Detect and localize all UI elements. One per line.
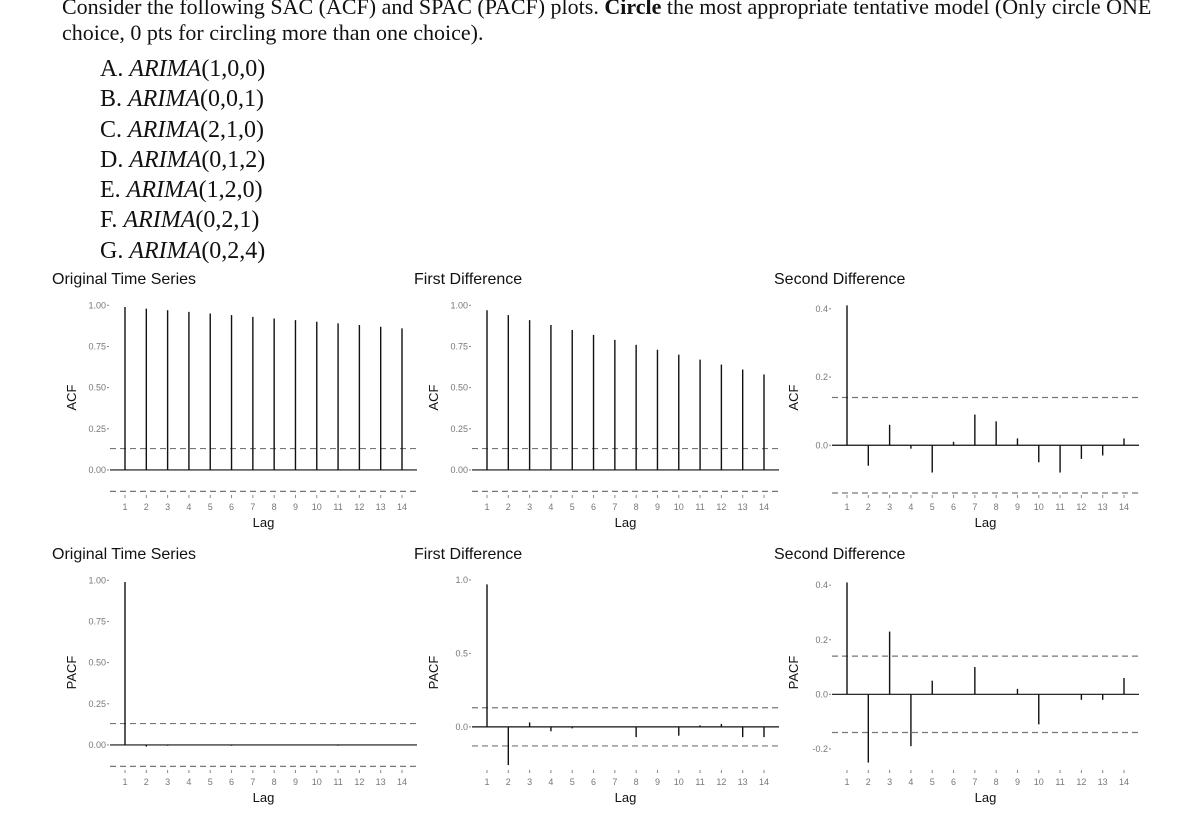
x-tick-label: 6 [229,502,235,512]
x-tick-label: 14 [1118,777,1130,787]
option-f[interactable] [100,205,265,235]
y-tick-label: 1.0 [455,574,468,585]
question-bold-word: Circle [604,0,662,19]
y-tick-label: 0.25 [88,423,106,434]
y-tick-label: 0.0 [455,721,468,732]
x-axis-label: Lag [614,790,637,805]
y-tick-label: 1.00 [88,575,106,586]
y-tick-label: 0.00 [450,464,468,475]
x-tick-label: 8 [633,502,639,512]
x-tick-label: 13 [375,777,386,787]
option-letter: G. [100,237,124,264]
option-d[interactable] [100,145,265,175]
y-tick-label: 0.75 [88,341,106,352]
option-b[interactable] [100,84,265,114]
option-args: (0,1,2) [201,146,266,173]
y-tick-label: 1.00 [88,300,106,311]
y-axis-label: ACF [426,384,441,411]
y-tick-label: 0.2 [815,634,828,645]
x-tick-label: 7 [612,777,618,787]
x-tick-label: 6 [951,777,957,787]
y-axis-label: PACF [786,655,801,690]
question-text [62,0,1172,46]
option-letter: F. [100,207,118,234]
option-letter: D. [100,146,124,173]
x-tick-label: 8 [271,777,277,787]
x-tick-label: 13 [1097,777,1108,787]
x-tick-label: 11 [1055,777,1065,787]
x-tick-label: 2 [865,502,871,512]
x-tick-label: 12 [1076,502,1087,512]
acf-second-difference-chart [772,262,1142,537]
x-tick-label: 4 [908,777,914,787]
y-axis-label: PACF [426,655,441,690]
x-tick-label: 13 [737,777,748,787]
x-tick-label: 6 [591,777,597,787]
x-tick-label: 3 [165,502,171,512]
x-tick-label: 9 [654,502,660,512]
y-tick-label: 0.50 [88,657,106,668]
x-tick-label: 2 [143,777,149,787]
x-tick-label: 10 [1033,502,1044,512]
option-args: (0,0,1) [199,86,264,113]
x-tick-label: 8 [633,777,639,787]
x-tick-label: 14 [758,777,770,787]
x-tick-label: 8 [993,502,999,512]
x-tick-label: 1 [844,502,850,512]
x-axis-label: Lag [252,515,275,530]
pacf-original-panel [50,537,420,812]
option-args: (0,2,4) [201,237,266,264]
panel-title: Second Difference [774,271,906,288]
x-tick-label: 11 [1055,502,1065,512]
panel-title: First Difference [414,271,523,288]
x-tick-label: 9 [1014,777,1020,787]
x-tick-label: 4 [548,777,554,787]
x-tick-label: 14 [396,502,408,512]
y-tick-label: 0.2 [815,372,828,383]
option-e[interactable] [100,175,265,205]
y-tick-label: 0.50 [88,382,106,393]
option-args: (2,1,0) [199,116,264,143]
x-tick-label: 13 [375,502,386,512]
x-tick-label: 7 [250,777,256,787]
x-tick-label: 1 [484,502,490,512]
x-tick-label: 4 [186,502,192,512]
x-tick-label: 1 [844,777,850,787]
y-tick-label: 0.0 [815,440,828,451]
x-tick-label: 12 [1076,777,1087,787]
x-tick-label: 2 [865,777,871,787]
acf-first-difference-chart [412,262,782,537]
x-tick-label: 5 [569,777,575,787]
option-letter: C. [100,116,123,143]
y-tick-label: 0.00 [88,464,106,475]
answer-options [100,54,265,266]
x-tick-label: 6 [591,502,597,512]
panel-title: Second Difference [774,546,906,563]
x-tick-label: 9 [1014,502,1020,512]
option-args: (1,0,0) [201,56,266,82]
x-axis-label: Lag [252,790,275,805]
y-axis-label: PACF [64,655,79,690]
acf-original-panel [50,262,420,537]
x-tick-label: 10 [311,502,322,512]
x-tick-label: 2 [505,777,511,787]
pacf-second-difference-panel [772,537,1142,812]
y-tick-label: 0.4 [815,580,828,591]
x-tick-label: 8 [993,777,999,787]
x-tick-label: 5 [929,502,935,512]
panel-title: First Difference [414,546,523,563]
x-tick-label: 9 [292,502,298,512]
x-tick-label: 7 [612,502,618,512]
x-tick-label: 9 [292,777,298,787]
x-tick-label: 12 [716,502,727,512]
x-tick-label: 13 [1097,502,1108,512]
acf-first-difference-panel [412,262,782,537]
x-tick-label: 7 [250,502,256,512]
option-model: ARIMA [129,146,202,173]
x-tick-label: 3 [165,777,171,787]
y-tick-label: 0.5 [455,648,468,659]
x-tick-label: 10 [673,777,684,787]
x-tick-label: 5 [929,777,935,787]
x-tick-label: 4 [186,777,192,787]
x-axis-label: Lag [974,790,997,805]
x-tick-label: 7 [972,777,978,787]
x-tick-label: 12 [354,502,365,512]
panel-title: Original Time Series [52,271,197,288]
y-tick-label: 0.4 [815,303,828,314]
option-model: ARIMA [128,86,200,113]
option-a[interactable] [100,54,265,84]
x-tick-label: 8 [271,502,277,512]
pacf-first-difference-panel [412,537,782,812]
y-tick-label: 0.25 [88,698,106,709]
y-tick-label: 0.25 [450,423,468,434]
x-tick-label: 10 [673,502,684,512]
x-tick-label: 14 [1118,502,1130,512]
x-tick-label: 10 [1033,777,1044,787]
y-tick-label: 0.00 [88,739,106,750]
x-tick-label: 11 [333,502,343,512]
x-tick-label: 6 [229,777,235,787]
x-tick-label: 9 [654,777,660,787]
option-model: ARIMA [129,237,202,264]
x-tick-label: 13 [737,502,748,512]
option-args: (1,2,0) [198,177,263,204]
y-tick-label: 0.0 [815,689,828,700]
y-tick-label: 1.00 [450,300,468,311]
x-tick-label: 6 [951,502,957,512]
y-tick-label: 0.75 [450,341,468,352]
x-tick-label: 3 [887,502,893,512]
x-tick-label: 7 [972,502,978,512]
x-tick-label: 5 [207,502,213,512]
x-tick-label: 1 [122,502,128,512]
y-tick-label: 0.75 [88,616,106,627]
acf-original-chart [50,262,420,537]
y-tick-label: 0.50 [450,382,468,393]
x-tick-label: 2 [505,502,511,512]
x-tick-label: 5 [569,502,575,512]
x-tick-label: 10 [311,777,322,787]
x-tick-label: 11 [695,502,705,512]
option-c[interactable] [100,115,265,145]
x-tick-label: 14 [396,777,408,787]
option-model: ARIMA [123,207,196,234]
x-tick-label: 1 [122,777,128,787]
question-text-part1: Consider the following SAC (ACF) and SPAC (PACF) plots. [62,0,605,19]
x-tick-label: 11 [333,777,343,787]
y-axis-label: ACF [64,384,79,411]
x-tick-label: 11 [695,777,705,787]
x-tick-label: 1 [484,777,490,787]
x-axis-label: Lag [974,515,997,530]
option-model: ARIMA [129,56,202,82]
pacf-original-chart [50,537,420,812]
x-tick-label: 14 [758,502,770,512]
option-letter: B. [100,86,123,113]
acf-second-difference-panel [772,262,1142,537]
x-tick-label: 3 [527,502,533,512]
option-letter: A. [100,56,124,82]
x-tick-label: 3 [527,777,533,787]
x-tick-label: 2 [143,502,149,512]
option-letter: E. [100,177,121,204]
x-tick-label: 4 [908,502,914,512]
panel-title: Original Time Series [52,546,197,563]
x-tick-label: 12 [716,777,727,787]
x-tick-label: 4 [548,502,554,512]
x-tick-label: 3 [887,777,893,787]
x-axis-label: Lag [614,515,637,530]
option-model: ARIMA [128,116,200,143]
pacf-second-difference-chart [772,537,1142,812]
pacf-first-difference-chart [412,537,782,812]
y-axis-label: ACF [786,384,801,411]
question-text-part2: the most appropriate tentative model (Only circle ONE choice, 0 pts for circling more than one choice). [62,0,1152,45]
option-args: (0,2,1) [195,207,260,234]
y-tick-label: -0.2 [812,743,828,754]
x-tick-label: 12 [354,777,365,787]
option-model: ARIMA [126,177,199,204]
x-tick-label: 5 [207,777,213,787]
